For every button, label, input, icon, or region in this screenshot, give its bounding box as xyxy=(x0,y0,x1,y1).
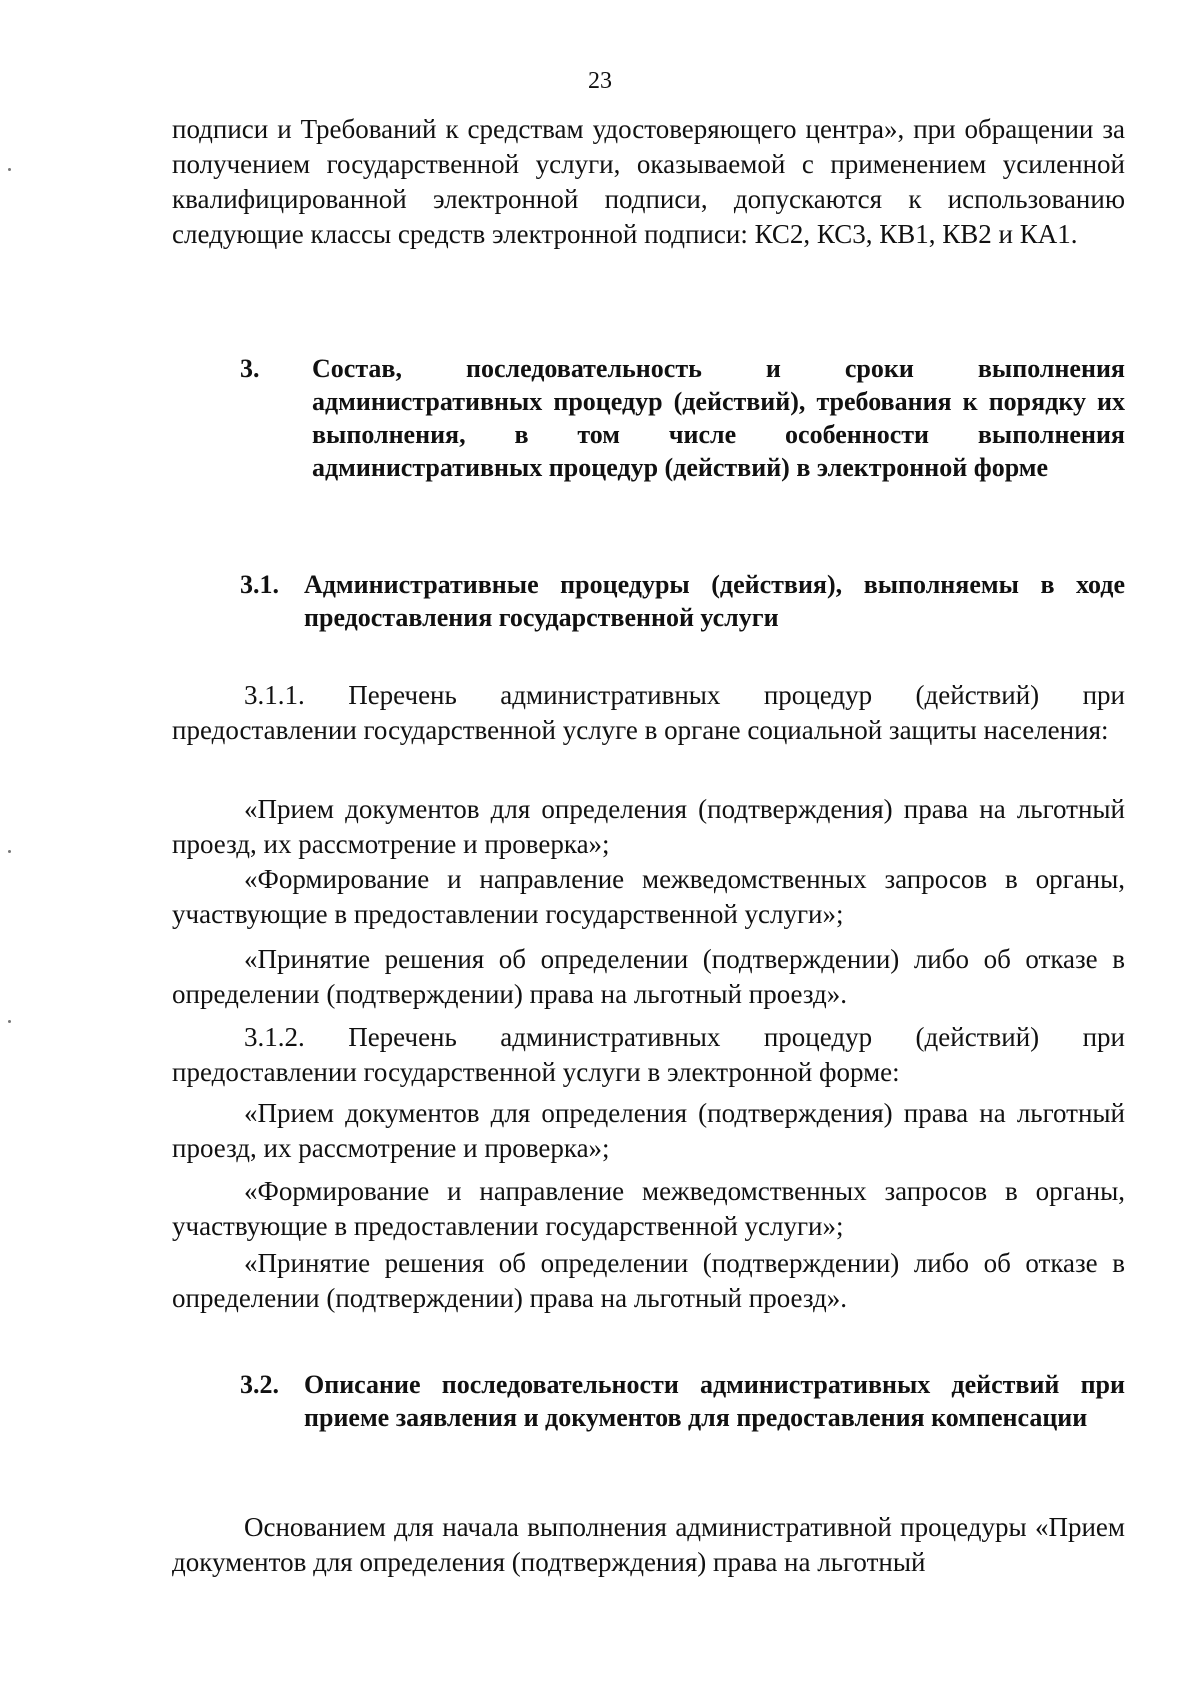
section-3-2-title: Описание последовательности административных действий при приеме заявления и документов для предоставления компенсации xyxy=(304,1370,1125,1432)
paragraph-3-1-1-item-3: «Принятие решения об определении (подтверждении) либо об отказе в определении (подтверждении) права на льготный проезд». xyxy=(172,944,1125,1009)
paragraph-3-1-1: 3.1.1. Перечень административных процедур (действий) при предоставлении государственной услуге в органе социальной защиты населения: xyxy=(172,680,1125,745)
paragraph-3-1-2-item-1: «Прием документов для определения (подтверждения) права на льготный проезд, их рассмотрение и проверка»; xyxy=(172,1098,1125,1163)
section-3-heading xyxy=(240,352,1125,484)
paragraph-3-1-1-item-2: «Формирование и направление межведомственных запросов в органы, участвующие в предоставлении государственной услуги»; xyxy=(172,864,1125,929)
paragraph-3-1-1-item-1: «Прием документов для определения (подтверждения) права на льготный проезд, их рассмотрение и проверка»; xyxy=(172,794,1125,859)
paragraph-3-1-2-item-3: «Принятие решения об определении (подтверждении) либо об отказе в определении (подтверждении) права на льготный проезд». xyxy=(172,1248,1125,1313)
paragraph-3-1-2: 3.1.2. Перечень административных процедур (действий) при предоставлении государственной услуги в электронной форме: xyxy=(172,1022,1125,1087)
section-3-title: Состав, последовательность и сроки выполнения административных процедур (действий), требования к порядку их выполнения, в том числе особенности выполнения административных процедур (действий) в электронной форме xyxy=(312,354,1125,482)
section-3-2-number: 3.2. xyxy=(240,1370,279,1399)
page-number: 23 xyxy=(588,68,612,94)
scan-speck xyxy=(8,850,11,853)
paragraph-signature-classes: подписи и Требований к средствам удостоверяющего центра», при обращении за получением государственной услуги, оказываемой с применением усиленной квалифицированной электронной подписи, допускаются к использованию следующие классы средств электронной подписи: КС2, КС3, КВ1, КВ2 и КА1. xyxy=(172,114,1125,249)
scan-speck xyxy=(8,1020,11,1023)
paragraph-procedure-basis: Основанием для начала выполнения административной процедуры «Прием документов для определения (подтверждения) права на льготный xyxy=(172,1512,1125,1577)
scan-speck xyxy=(8,168,11,171)
section-3-1-title: Административные процедуры (действия), выполняемы в ходе предоставления государственной услуги xyxy=(304,570,1125,632)
section-3-number: 3. xyxy=(240,354,260,383)
paragraph-3-1-2-item-2: «Формирование и направление межведомственных запросов в органы, участвующие в предоставлении государственной услуги»; xyxy=(172,1176,1125,1241)
section-3-1-heading xyxy=(240,568,1125,634)
section-3-1-number: 3.1. xyxy=(240,570,279,599)
section-3-2-heading xyxy=(240,1368,1125,1434)
